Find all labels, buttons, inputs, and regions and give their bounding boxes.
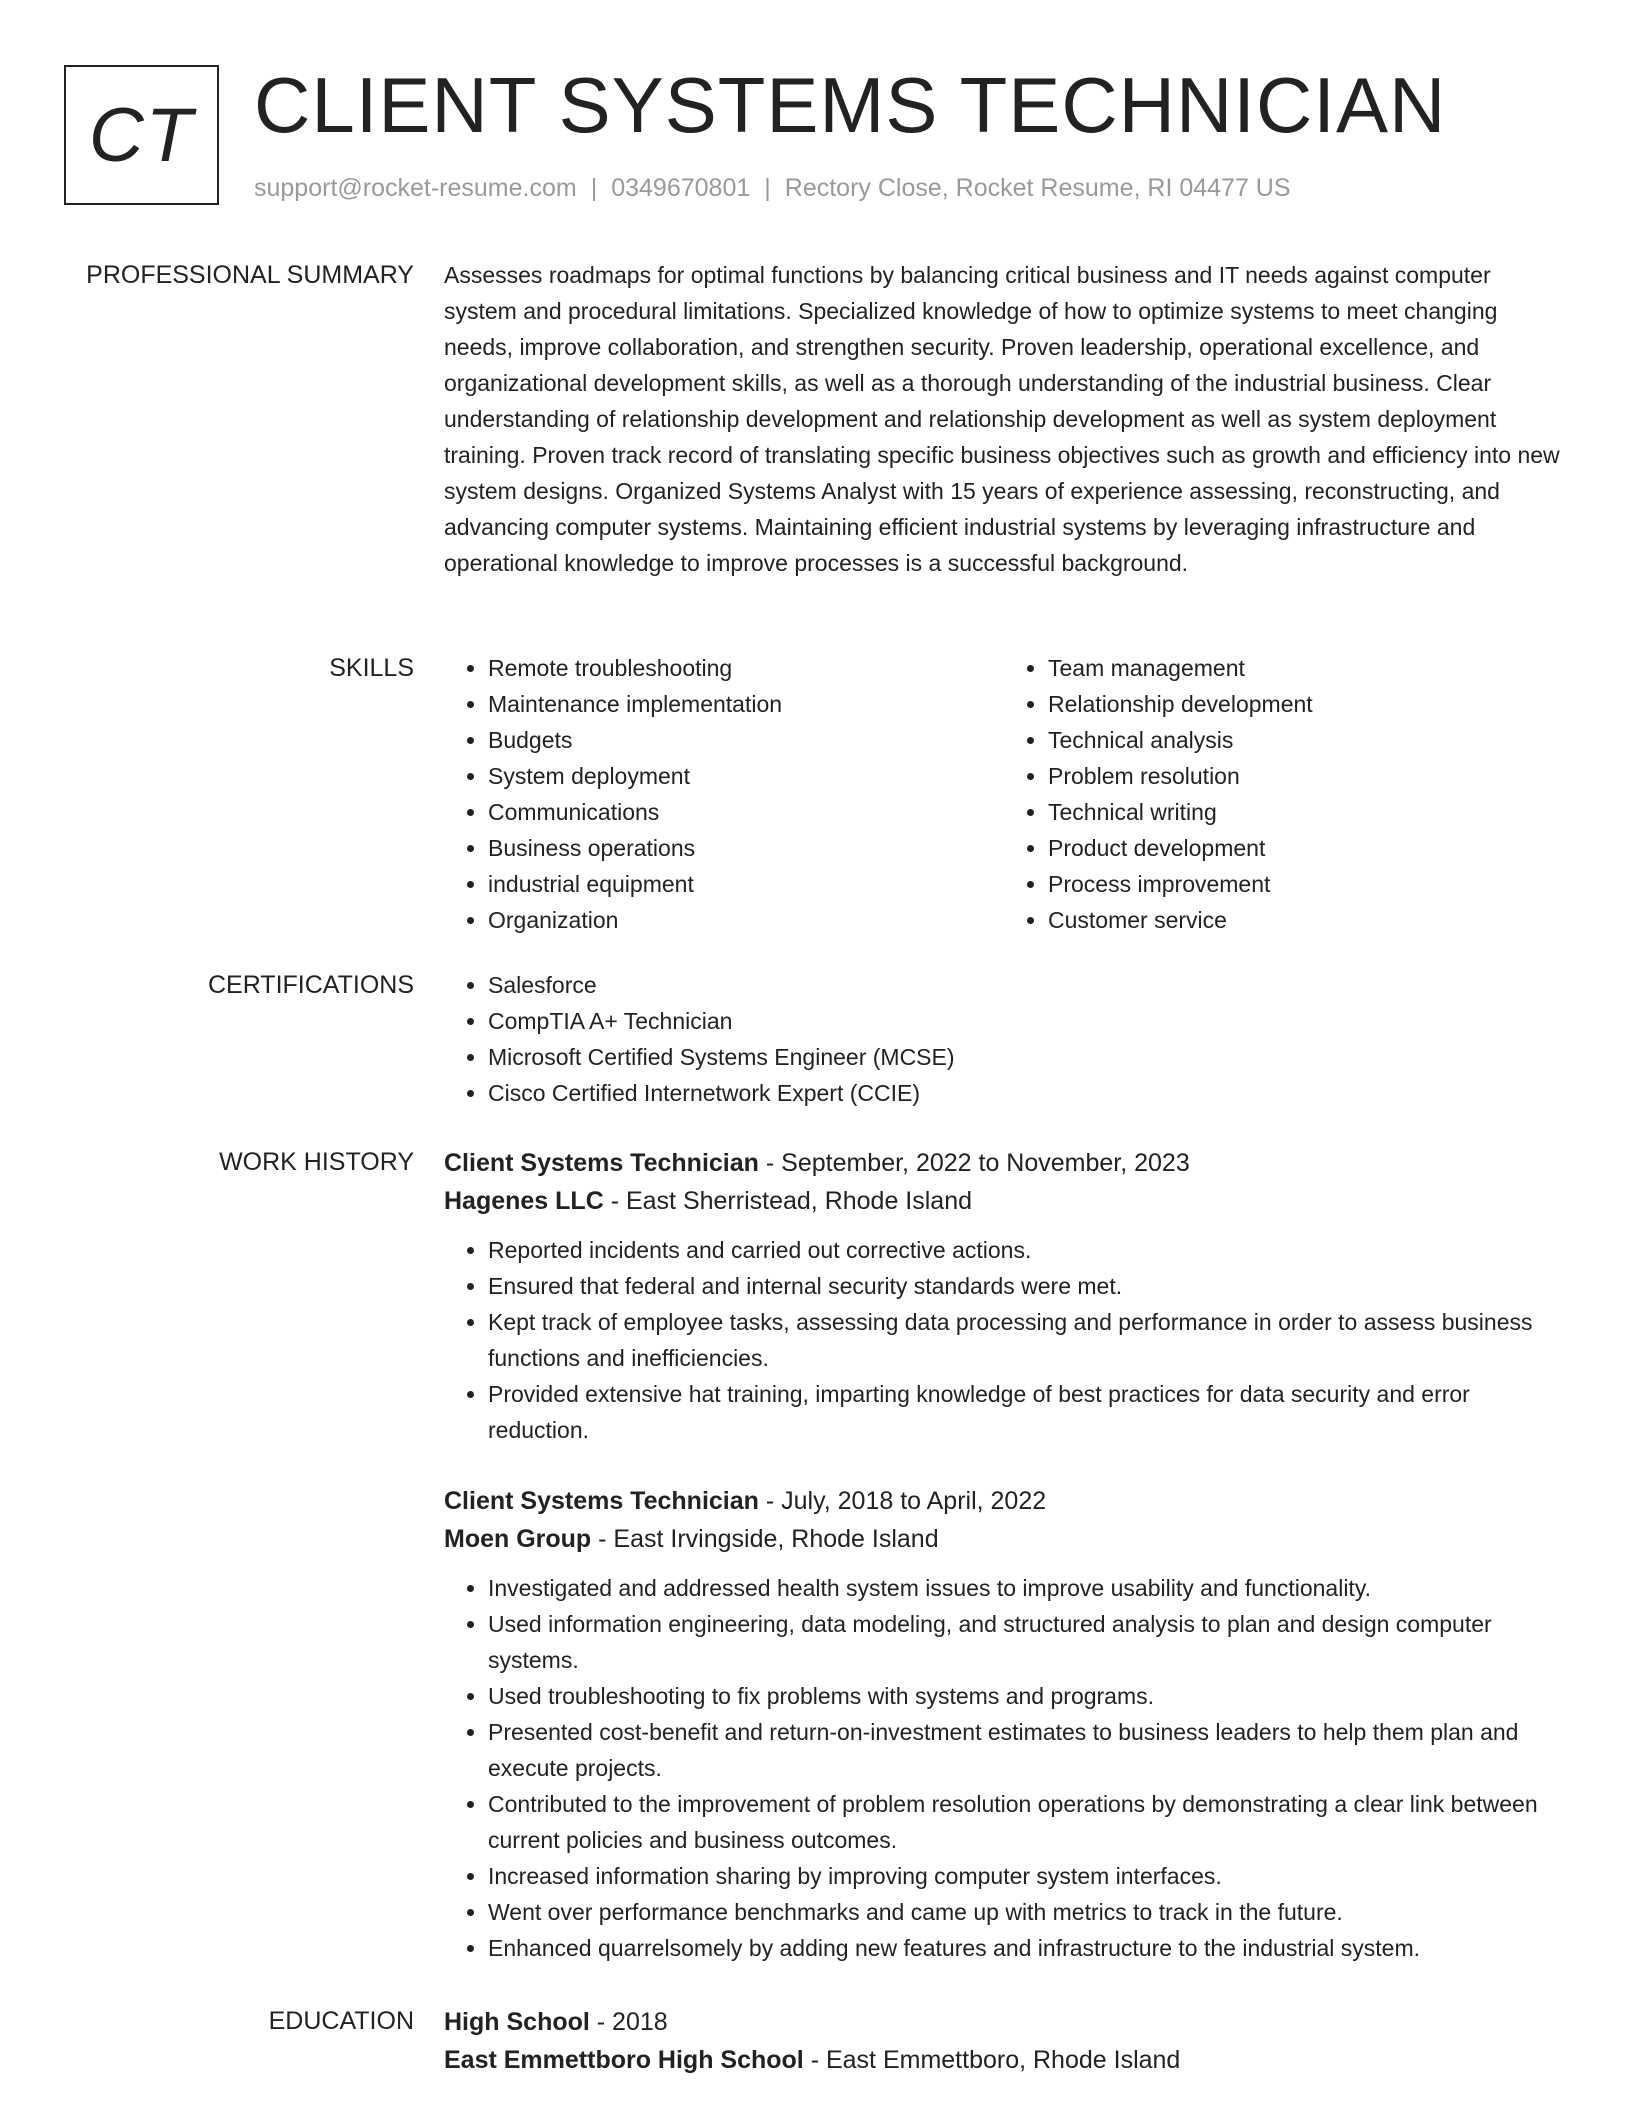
job-title-line xyxy=(444,1482,1564,1520)
contact-separator: | xyxy=(764,174,771,202)
education-year: - 2018 xyxy=(589,2008,668,2036)
resume-header xyxy=(64,61,1584,214)
monogram-logo: CT xyxy=(64,65,219,205)
job-location: - East Sherristead, Rhode Island xyxy=(603,1187,973,1215)
job-duty: • Enhanced quarrelsomely by adding new features and infrastructure to the industrial system. xyxy=(488,1930,1564,1966)
job-dates: - September, 2022 to November, 2023 xyxy=(758,1149,1190,1177)
education-body xyxy=(444,2003,1564,2079)
education-section xyxy=(64,2003,1568,2093)
contact-line xyxy=(254,174,1291,203)
skill-item: • Product development xyxy=(1048,830,1564,866)
skill-item: • Maintenance implementation xyxy=(488,686,1004,722)
job-duties-list xyxy=(444,1570,1564,1966)
job-duty: • Ensured that federal and internal security standards were met. xyxy=(488,1268,1564,1304)
summary-heading: PROFESSIONAL SUMMARY xyxy=(86,261,414,289)
skill-item: • Team management xyxy=(1048,650,1564,686)
skill-item: • Problem resolution xyxy=(1048,758,1564,794)
education-location: - East Emmettboro, Rhode Island xyxy=(803,2046,1181,2074)
skill-item: • Process improvement xyxy=(1048,866,1564,902)
job-title: Client Systems Technician xyxy=(444,1149,759,1177)
certification-item: • Microsoft Certified Systems Engineer (MCSE) xyxy=(488,1039,1564,1075)
skill-item: • Organization xyxy=(488,902,1004,938)
skill-item: • Customer service xyxy=(1048,902,1564,938)
job-entry xyxy=(444,1482,1564,1966)
job-duty: • Provided extensive hat training, imparting knowledge of best practices for data security and error reduction. xyxy=(488,1376,1564,1448)
contact-email: support@rocket-resume.com xyxy=(254,174,577,202)
job-title-line xyxy=(444,1144,1564,1182)
summary-section xyxy=(64,257,1568,617)
contact-address: Rectory Close, Rocket Resume, RI 04477 US xyxy=(784,174,1291,202)
skill-item: • Technical analysis xyxy=(1048,722,1564,758)
summary-body xyxy=(444,257,1564,581)
skill-item: • Budgets xyxy=(488,722,1004,758)
education-school: East Emmettboro High School xyxy=(444,2046,804,2074)
job-location: - East Irvingside, Rhode Island xyxy=(591,1525,939,1553)
job-duties-list xyxy=(444,1232,1564,1448)
job-company: Hagenes LLC xyxy=(444,1187,604,1215)
certifications-body xyxy=(444,967,1564,1111)
skills-section xyxy=(64,650,1568,950)
resume-title: CLIENT SYSTEMS TECHNICIAN xyxy=(254,61,1447,149)
job-duty: • Increased information sharing by improving computer system interfaces. xyxy=(488,1858,1564,1894)
skills-body xyxy=(444,650,1564,938)
work-history-section xyxy=(64,1144,1568,1974)
job-title: Client Systems Technician xyxy=(444,1487,759,1515)
certifications-section xyxy=(64,967,1568,1117)
skills-heading: SKILLS xyxy=(329,654,414,682)
contact-phone: 0349670801 xyxy=(611,174,751,202)
certification-item: • Salesforce xyxy=(488,967,1564,1003)
certifications-heading: CERTIFICATIONS xyxy=(207,971,414,999)
education-degree: High School xyxy=(444,2008,590,2036)
job-company-line xyxy=(444,1182,1564,1220)
skill-item: • Communications xyxy=(488,794,1004,830)
job-duty: • Investigated and addressed health system issues to improve usability and functionality. xyxy=(488,1570,1564,1606)
skills-list-left xyxy=(444,650,1004,938)
job-duty: • Presented cost-benefit and return-on-investment estimates to business leaders to help them plan and execute projects. xyxy=(488,1714,1564,1786)
skill-item: • Business operations xyxy=(488,830,1004,866)
certification-item: • CompTIA A+ Technician xyxy=(488,1003,1564,1039)
job-company: Moen Group xyxy=(444,1525,592,1553)
skills-list-right xyxy=(1004,650,1564,938)
job-duty: • Used troubleshooting to fix problems with systems and programs. xyxy=(488,1678,1564,1714)
certifications-list xyxy=(444,967,1564,1111)
summary-text: Assesses roadmaps for optimal functions by balancing critical business and IT needs against computer system and procedural limitations. Specialized knowledge of how to optimize systems to meet changing needs, improve collaboration, and strengthen security. Proven leadership, operational excellence, and organizational development skills, as well as a thorough understanding of the industrial business. Clear understanding of relationship development and relationship development as well as system deployment training. Proven track record of translating specific business objectives such as growth and efficiency into new system designs. Organized Systems Analyst with 15 years of experience assessing, reconstructing, and advancing computer systems. Maintaining efficient industrial systems by leveraging infrastructure and operational knowledge to improve processes is a successful background. xyxy=(444,262,1560,576)
contact-separator: | xyxy=(590,174,598,202)
skill-item: • System deployment xyxy=(488,758,1004,794)
job-duty: • Kept track of employee tasks, assessing data processing and performance in order to assess business functions and inefficiencies. xyxy=(488,1304,1564,1376)
job-duty: • Went over performance benchmarks and came up with metrics to track in the future. xyxy=(488,1894,1564,1930)
job-dates: - July, 2018 to April, 2022 xyxy=(758,1487,1047,1515)
skill-item: • Technical writing xyxy=(1048,794,1564,830)
work-history-heading: WORK HISTORY xyxy=(219,1148,414,1176)
certification-item: • Cisco Certified Internetwork Expert (CCIE) xyxy=(488,1075,1564,1111)
work-history-body xyxy=(444,1144,1564,1966)
job-duty: • Contributed to the improvement of problem resolution operations by demonstrating a clear link between current policies and business outcomes. xyxy=(488,1786,1564,1858)
education-school-line xyxy=(444,2041,1564,2079)
education-heading: EDUCATION xyxy=(268,2007,414,2035)
job-duty: • Reported incidents and carried out corrective actions. xyxy=(488,1232,1564,1268)
skill-item: • Relationship development xyxy=(1048,686,1564,722)
education-degree-line xyxy=(444,2003,1564,2041)
skill-item: • Remote troubleshooting xyxy=(488,650,1004,686)
job-company-line xyxy=(444,1520,1564,1558)
job-duty: • Used information engineering, data modeling, and structured analysis to plan and design computer systems. xyxy=(488,1606,1564,1678)
job-entry xyxy=(444,1144,1564,1448)
skill-item: • industrial equipment xyxy=(488,866,1004,902)
